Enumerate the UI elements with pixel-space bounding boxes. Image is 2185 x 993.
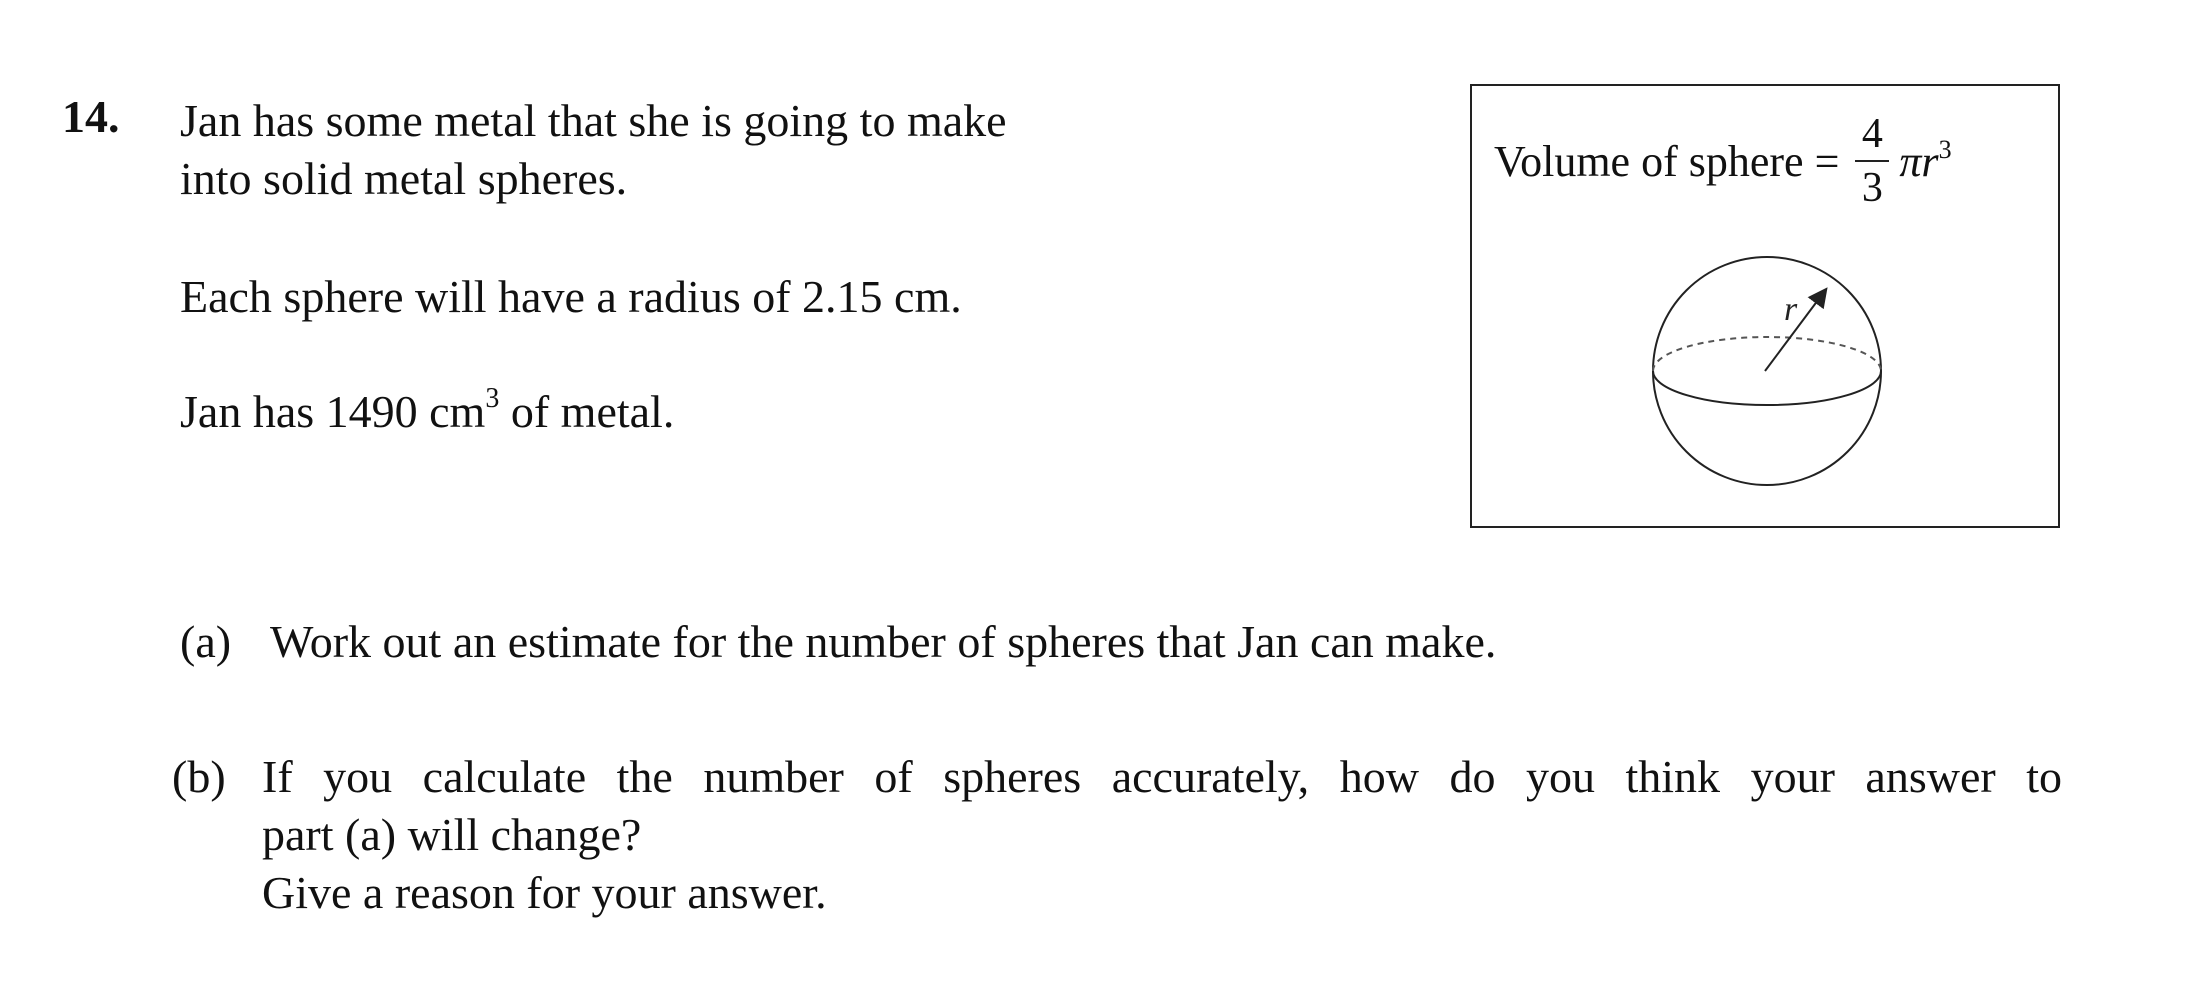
fraction-denominator: 3 (1861, 165, 1883, 211)
part-a (180, 613, 1680, 673)
stem-line (180, 383, 674, 441)
pi-r-term (1899, 136, 1951, 187)
pi-r-symbol: πr (1899, 136, 1939, 186)
formula-label: Volume of sphere = (1494, 136, 1840, 186)
sphere-volume-formula (1494, 96, 1952, 226)
part-line: Give a reason for your answer. (262, 867, 827, 918)
question-stem-radius (180, 268, 962, 326)
part-b (172, 748, 2062, 928)
question-number: 14. (62, 91, 120, 142)
fraction-numerator: 4 (1861, 110, 1883, 157)
sphere-equator-front (1653, 371, 1881, 405)
question-stem-metal (180, 383, 674, 441)
part-line: If you calculate the number of spheres accurately, how do you think your answer to (262, 751, 2062, 802)
sphere-equator-back (1653, 337, 1881, 371)
part-line: Work out an estimate for the number of spheres that Jan can make. (270, 616, 1497, 667)
metal-amount: Jan has 1490 cm (180, 386, 486, 437)
part-line: part (a) will change? (262, 809, 642, 860)
fraction-bar (1855, 160, 1889, 162)
question-stem-intro (180, 92, 1007, 208)
formula-exponent: 3 (1938, 134, 1952, 164)
radius-label: r (1784, 291, 1798, 328)
metal-suffix: of metal. (510, 386, 675, 437)
part-label: (b) (172, 751, 226, 802)
sphere-diagram (1642, 246, 1892, 496)
sphere-outline (1653, 257, 1881, 485)
fraction (1855, 112, 1889, 210)
stem-line: into solid metal spheres. (180, 153, 628, 204)
stem-line: Each sphere will have a radius of 2.15 cm. (180, 271, 962, 322)
part-label: (a) (180, 616, 232, 667)
formula-box (1470, 84, 2060, 528)
part-text (262, 748, 2062, 922)
cubed-exponent: 3 (485, 383, 500, 414)
stem-line: Jan has some metal that she is going to make (180, 95, 1007, 146)
part-text (270, 613, 1496, 671)
